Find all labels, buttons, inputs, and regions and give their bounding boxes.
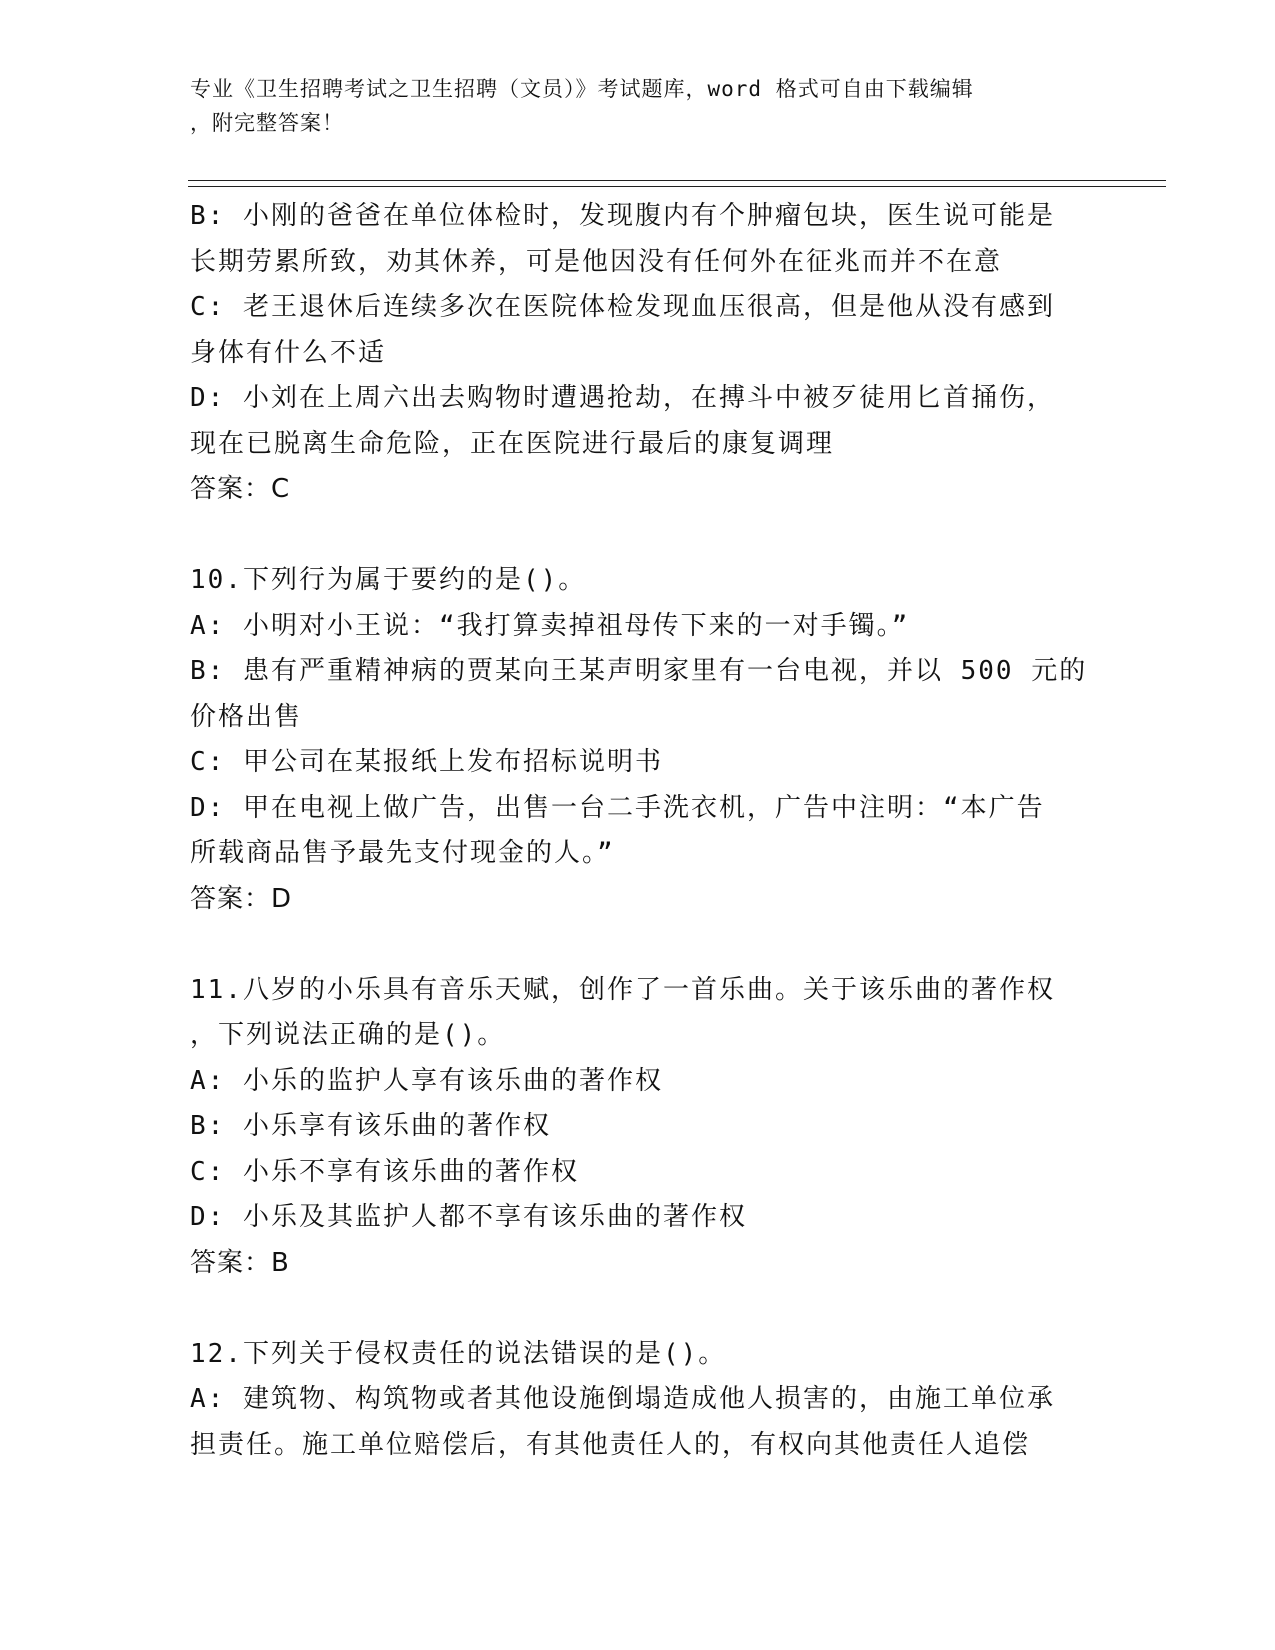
- q11-option-b: B: 小乐享有该乐曲的著作权: [190, 1111, 551, 1141]
- q11-option-d: D: 小乐及其监护人都不享有该乐曲的著作权: [190, 1202, 747, 1232]
- spacer: [190, 1286, 1090, 1332]
- question-12: [190, 1332, 1090, 1469]
- spacer: [190, 922, 1090, 968]
- q11-answer: 答案：B: [190, 1247, 290, 1278]
- header-line-2: ，附完整答案！: [190, 111, 344, 135]
- document-header: [190, 72, 1090, 140]
- spacer: [190, 513, 1090, 559]
- q10-option-c: C: 甲公司在某报纸上发布招标说明书: [190, 747, 663, 777]
- header-line-1: 专业《卫生招聘考试之卫生招聘（文员）》考试题库，word 格式可自由下载编辑: [190, 77, 974, 101]
- q12-option-a-line-1: A: 建筑物、构筑物或者其他设施倒塌造成他人损害的，由施工单位承: [190, 1384, 1055, 1414]
- question-list: [190, 194, 1090, 1468]
- q9-option-d-line-2: 现在已脱离生命危险，正在医院进行最后的康复调理: [190, 428, 835, 459]
- q9-option-b-line-1: B: 小刚的爸爸在单位体检时，发现腹内有个肿瘤包块，医生说可能是: [190, 201, 1055, 231]
- question-9: [190, 194, 1090, 513]
- q11-option-c: C: 小乐不享有该乐曲的著作权: [190, 1156, 579, 1187]
- q11-question-line-2: ，下列说法正确的是()。: [190, 1020, 506, 1050]
- q9-option-b-line-2: 长期劳累所致，劝其休养，可是他因没有任何外在征兆而并不在意: [190, 246, 1003, 277]
- q10-option-d-line-1: D: 甲在电视上做广告，出售一台二手洗衣机，广告中注明：“本广告: [190, 792, 1045, 823]
- q11-option-a: A: 小乐的监护人享有该乐曲的著作权: [190, 1065, 663, 1096]
- header-divider-bottom: [188, 186, 1166, 187]
- q9-option-c-line-1: C: 老王退休后连续多次在医院体检发现血压很高，但是他从没有感到: [190, 292, 1055, 322]
- q9-option-d-line-1: D: 小刘在上周六出去购物时遭遇抢劫，在搏斗中被歹徒用匕首捅伤，: [190, 383, 1055, 413]
- q11-question-line-1: 11.八岁的小乐具有音乐天赋，创作了一首乐曲。关于该乐曲的著作权: [190, 974, 1055, 1005]
- question-11: [190, 968, 1090, 1287]
- q10-question: 10.下列行为属于要约的是()。: [190, 565, 587, 595]
- q12-question: 12.下列关于侵权责任的说法错误的是()。: [190, 1338, 727, 1369]
- question-10: [190, 558, 1090, 922]
- q10-answer: 答案：D: [190, 883, 293, 914]
- header-divider-top: [188, 180, 1166, 181]
- q9-option-c-line-2: 身体有什么不适: [190, 337, 387, 368]
- q10-option-a: A: 小明对小王说：“我打算卖掉祖母传下来的一对手镯。”: [190, 610, 910, 641]
- q10-option-b-line-1: B: 患有严重精神病的贾某向王某声明家里有一台电视，并以 500 元的: [190, 656, 1088, 686]
- q10-option-d-line-2: 所载商品售予最先支付现金的人。”: [190, 838, 615, 868]
- q9-answer: 答案：C: [190, 474, 291, 504]
- q10-option-b-line-2: 价格出售: [190, 701, 303, 732]
- q12-option-a-line-2: 担责任。施工单位赔偿后，有其他责任人的，有权向其他责任人追偿: [190, 1429, 1031, 1460]
